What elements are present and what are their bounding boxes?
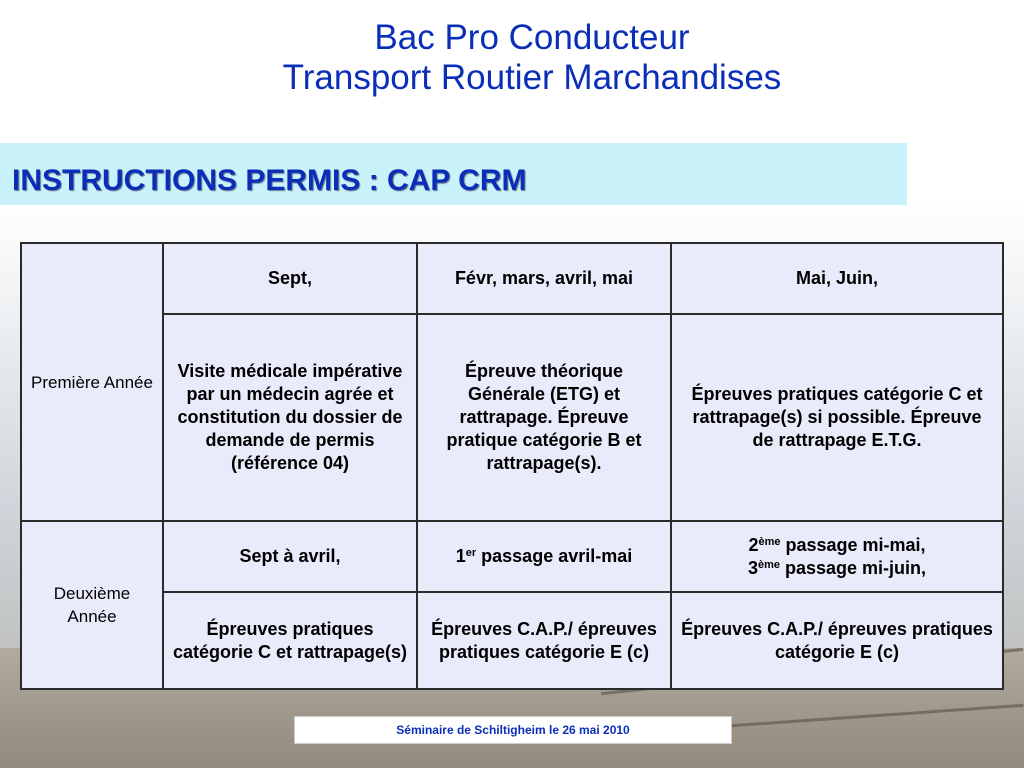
table-row (21, 521, 1003, 592)
page-title (0, 18, 1024, 98)
table-cell: Épreuves pratiques catégorie C et rattrapage(s) (163, 592, 417, 689)
passage-text: passage mi-juin, (780, 557, 927, 578)
year-label-second: Deuxième Année (21, 521, 163, 689)
table-row (21, 592, 1003, 689)
title-line-2: Transport Routier Marchandises (282, 58, 782, 97)
table-cell: Épreuves C.A.P./ épreuves pratiques catégorie E (c) (671, 592, 1003, 689)
title-line-1: Bac Pro Conducteur (374, 18, 690, 57)
table-row (21, 243, 1003, 314)
footer-caption: Séminaire de Schiltigheim le 26 mai 2010 (294, 716, 732, 744)
table-cell: Visite médicale impérative par un médecin agrée et constitution du dossier de demande de permis (référence 04) (163, 314, 417, 522)
table-cell: Épreuves C.A.P./ épreuves pratiques catégorie E (c) (417, 592, 671, 689)
section-title: INSTRUCTIONS PERMIS : CAP CRM (12, 164, 527, 197)
table-cell: Févr, mars, avril, mai (417, 243, 671, 314)
passage-text: passage avril-mai (476, 546, 633, 567)
ordinal-number: 3 (747, 557, 758, 578)
table-cell (671, 521, 1003, 592)
table-cell: Mai, Juin, (671, 243, 1003, 314)
ordinal-suffix: er (465, 547, 477, 560)
schedule-table (20, 242, 1004, 690)
ordinal-suffix: ème (758, 535, 781, 548)
table-cell: Sept, (163, 243, 417, 314)
table-cell: Épreuves pratiques catégorie C et rattrapage(s) si possible. Épreuve de rattrapage E.T.G. (671, 314, 1003, 522)
ordinal-suffix: ème (757, 558, 780, 571)
table-row (21, 314, 1003, 522)
ordinal-number: 2 (748, 534, 759, 555)
table-cell: Sept à avril, (163, 521, 417, 592)
passage-text: passage mi-mai, (780, 534, 926, 555)
year-label-first: Première Année (21, 243, 163, 521)
table-cell (417, 521, 671, 592)
ordinal-number: 1 (455, 546, 466, 567)
table-cell: Épreuve théorique Générale (ETG) et rattrapage. Épreuve pratique catégorie B et rattrapage(s). (417, 314, 671, 522)
